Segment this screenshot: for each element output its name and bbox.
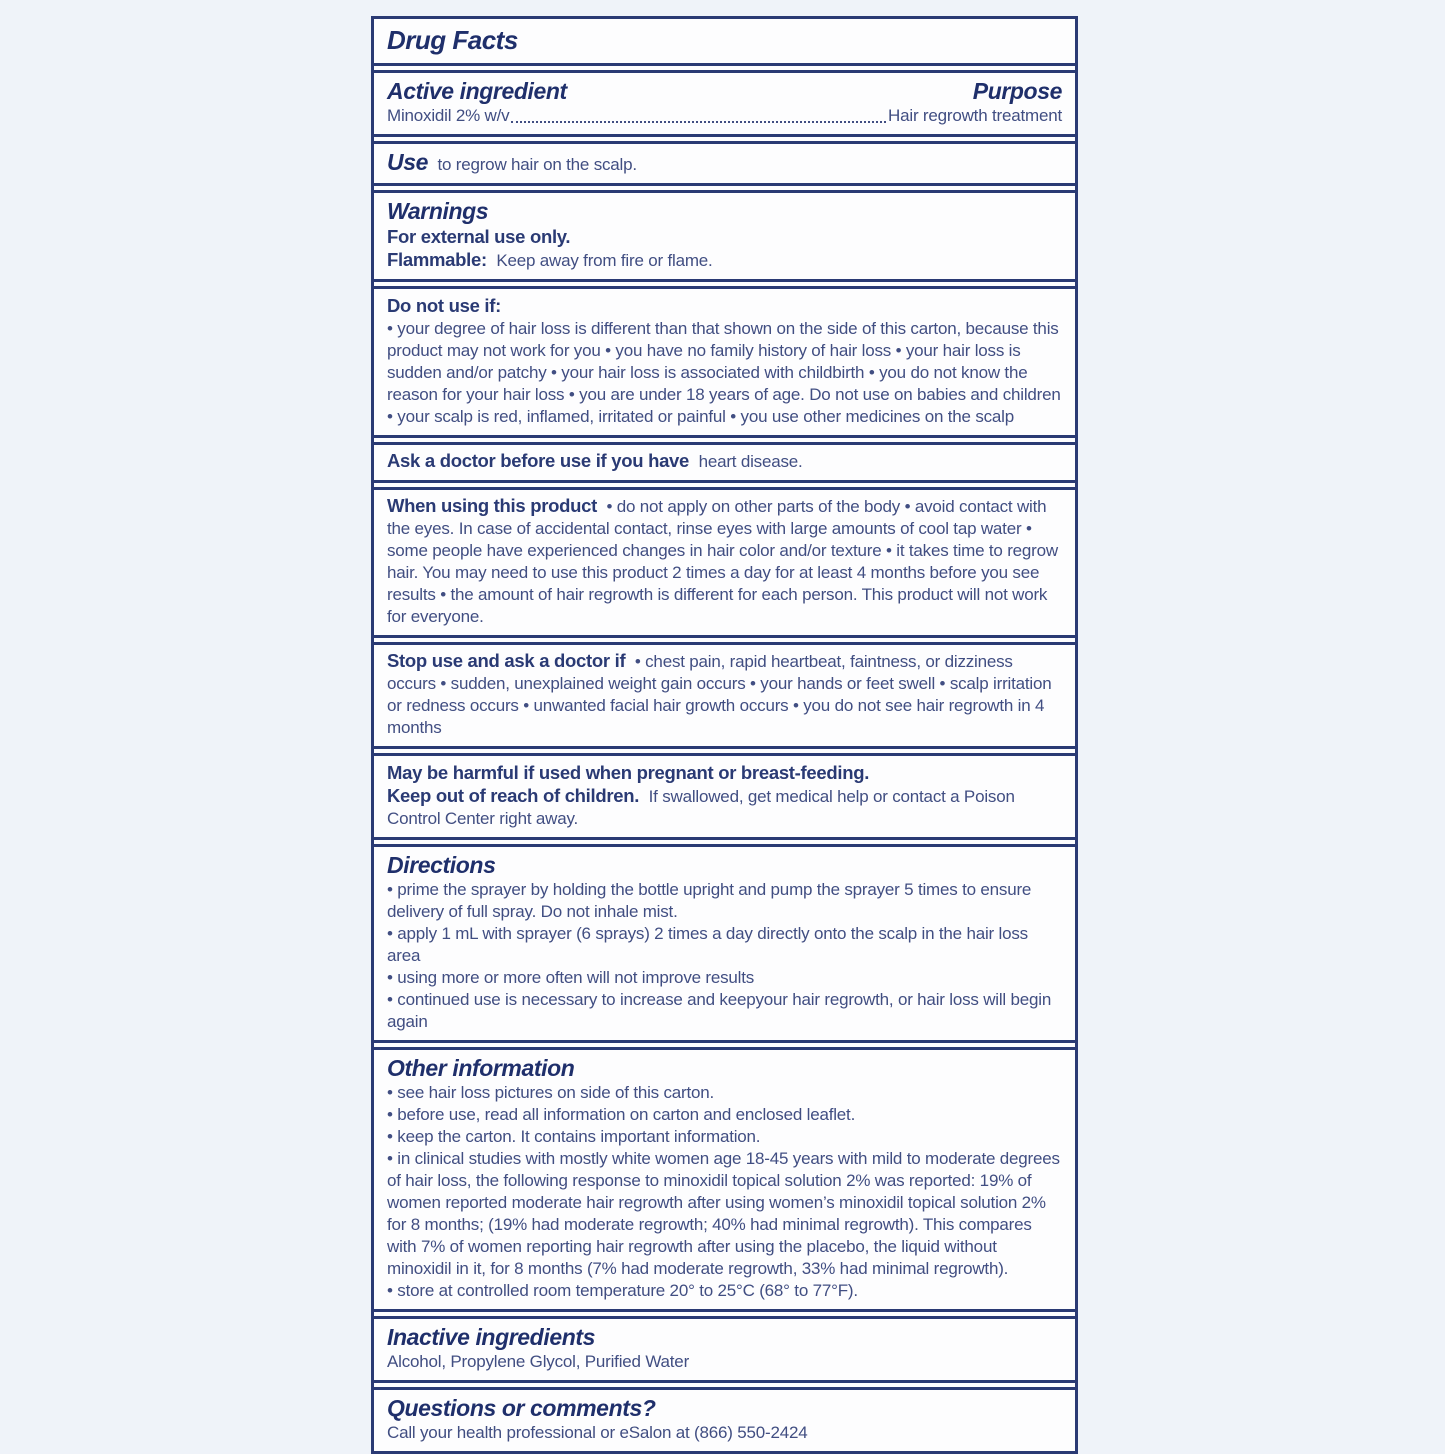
- stop-use-text: • chest pain, rapid heartbeat, faintness, or dizziness occurs • sudden, unexplained weight gain occurs • your hands or feet swell • scalp irritation or redness occurs • unwanted facial hair growth occurs • you do not see hair regrowth in 4 months: [387, 652, 1052, 737]
- flammable-label: Flammable:: [387, 249, 487, 270]
- flammable-text: Keep away from fire or flame.: [496, 251, 713, 270]
- directions-bullet: • continued use is necessary to increase and keepyour hair regrowth, or hair loss will begin again: [387, 990, 1052, 1031]
- pregnancy-warning: May be harmful if used when pregnant or breast-feeding.: [387, 762, 870, 783]
- keep-out-of-reach-text: If swallowed, get medical help or contact a Poison Control Center right away.: [387, 787, 1015, 828]
- section-stop-use: [374, 642, 1075, 749]
- stop-use-lead: Stop use and ask a doctor if: [387, 650, 626, 671]
- other-info-bullet: • in clinical studies with mostly white women age 18-45 years with mild to moderate degrees of hair loss, the following response to minoxidil topical solution 2% was reported: 19% of women reported moderate hair regrowth after using women’s minoxidil topical solution 2% for 8 months; (19% had moderate regrowth; 40% had minimal regrowth). This compares with 7% of women reporting hair regrowth after using the placebo, the liquid without minoxidil in it, for 8 months (7% had moderate regrowth, 33% had minimal regrowth).: [387, 1149, 1060, 1278]
- warnings-heading: Warnings: [387, 198, 489, 224]
- section-ask-doctor: [374, 442, 1075, 483]
- section-questions: [374, 1387, 1075, 1451]
- other-info-bullet: • see hair loss pictures on side of this carton.: [387, 1083, 715, 1102]
- directions-bullet: • apply 1 mL with sprayer (6 sprays) 2 times a day directly onto the scalp in the hair loss area: [387, 924, 1028, 965]
- use-heading: Use: [387, 149, 428, 175]
- section-inactive-ingredients: [374, 1316, 1075, 1383]
- do-not-use-body: • your degree of hair loss is different than that shown on the side of this carton, because this product may not work for you • you have no family history of hair loss • your hair loss is sudden and/or patchy • your hair loss is associated with childbirth • you do not know the reason for your hair loss • you are under 18 years of age. Do not use on babies and children • your scalp is red, inflamed, irritated or painful • you use other medicines on the scalp: [387, 319, 1061, 426]
- ask-doctor-lead: Ask a doctor before use if you have: [387, 450, 690, 471]
- other-info-bullet: • store at controlled room temperature 20° to 25°C (68° to 77°F).: [387, 1281, 858, 1300]
- active-ingredient-value: Minoxidil 2% w/v: [387, 106, 510, 125]
- purpose-heading: Purpose: [972, 78, 1062, 104]
- directions-bullet: • prime the sprayer by holding the bottle upright and pump the sprayer 5 times to ensure delivery of full spray. Do not inhale mist.: [387, 880, 1032, 921]
- section-when-using: [374, 487, 1075, 638]
- purpose-value: Hair regrowth treatment: [888, 106, 1062, 125]
- use-text: to regrow hair on the scalp.: [437, 155, 637, 174]
- when-using-text: • do not apply on other parts of the body • avoid contact with the eyes. In case of accidental contact, rinse eyes with large amounts of cool tap water • some people have experienced changes in hair color and/or texture • it takes time to regrow hair. You may need to use this product 2 times a day for at least 4 months before you see results • the amount of hair regrowth is different for each person. This product will not work for everyone.: [387, 497, 1058, 626]
- warnings-external-use: For external use only.: [387, 226, 571, 247]
- inactive-ingredients-list: Alcohol, Propylene Glycol, Purified Water: [387, 1352, 690, 1371]
- dotted-leader: [511, 121, 886, 123]
- section-drug-facts-title: [374, 19, 1075, 66]
- section-active-ingredient: [374, 70, 1075, 137]
- other-info-bullet: • keep the carton. It contains important information.: [387, 1127, 761, 1146]
- questions-heading: Questions or comments?: [387, 1395, 656, 1421]
- ask-doctor-text: heart disease.: [698, 452, 803, 471]
- section-pregnancy-children: [374, 753, 1075, 840]
- do-not-use-heading: Do not use if:: [387, 295, 501, 316]
- drug-facts-title: Drug Facts: [387, 25, 518, 55]
- active-ingredient-heading: Active ingredient: [387, 78, 567, 104]
- directions-bullet: • using more or more often will not improve results: [387, 968, 755, 987]
- other-info-bullet: • before use, read all information on carton and enclosed leaflet.: [387, 1105, 856, 1124]
- inactive-ingredients-heading: Inactive ingredients: [387, 1324, 596, 1350]
- section-directions: [374, 844, 1075, 1043]
- directions-heading: Directions: [387, 852, 496, 878]
- section-do-not-use: [374, 286, 1075, 438]
- drug-facts-panel: [371, 16, 1078, 1454]
- other-information-heading: Other information: [387, 1055, 575, 1081]
- when-using-lead: When using this product: [387, 495, 597, 516]
- questions-contact-text: Call your health professional or eSalon at (866) 550-2424: [387, 1423, 808, 1442]
- keep-out-of-reach-label: Keep out of reach of children.: [387, 785, 640, 806]
- section-use: [374, 141, 1075, 186]
- section-other-information: [374, 1047, 1075, 1312]
- section-warnings: [374, 190, 1075, 282]
